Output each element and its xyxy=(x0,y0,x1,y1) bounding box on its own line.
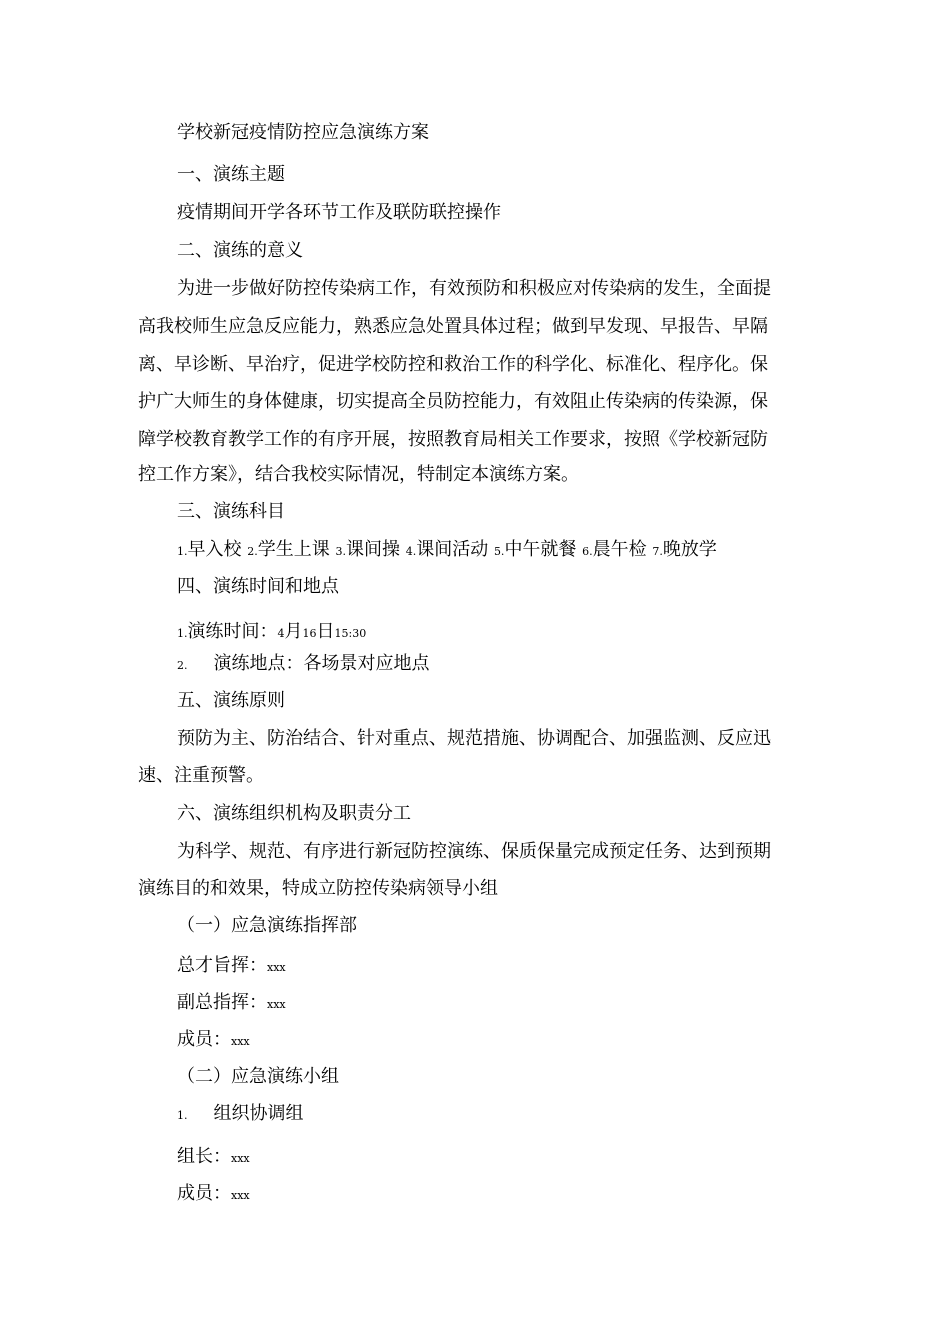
section-heading-significance: 二、演练的意义 xyxy=(177,240,303,261)
list-item-number: 3. xyxy=(335,545,346,558)
list-item: 课间操 xyxy=(345,539,400,560)
paragraph-line: 高我校师生应急反应能力，熟悉应急处置具体过程；做到早发现、早报告、早隔 xyxy=(138,316,768,337)
subsection-heading-groups: （二）应急演练小组 xyxy=(177,1066,339,1087)
section-heading-subjects: 三、演练科目 xyxy=(177,501,285,522)
list-item: 早入校 xyxy=(187,539,242,560)
list-item-number: 1. xyxy=(177,627,188,640)
role-row: 总才旨挥：xxx xyxy=(177,955,286,976)
paragraph-line: 演练目的和效果，特成立防控传染病领导小组 xyxy=(138,878,498,899)
paragraph-line: 护广大师生的身体健康，切实提高全员防控能力，有效阻止传染病的传染源，保 xyxy=(138,391,768,412)
subjects-list xyxy=(177,540,717,562)
subsection-heading-command: （一）应急演练指挥部 xyxy=(177,915,357,936)
list-item-number: 6. xyxy=(582,545,593,558)
list-item: 中午就餐 xyxy=(504,539,577,560)
list-item-number: 7. xyxy=(652,545,663,558)
section-heading-principles: 五、演练原则 xyxy=(177,690,285,711)
list-item: 课间活动 xyxy=(416,539,489,560)
section-heading-organization: 六、演练组织机构及职责分工 xyxy=(177,803,411,824)
list-item-number: 4. xyxy=(405,545,417,558)
group-title: 1. 组织协调组 xyxy=(177,1103,304,1124)
list-item: 晚放学 xyxy=(662,539,717,560)
paragraph-line: 离、早诊断、早治疗，促进学校防控和救治工作的科学化、标准化、程序化。保 xyxy=(138,354,768,375)
section-heading-theme: 一、演练主题 xyxy=(177,164,285,185)
theme-text: 疫情期间开学各环节工作及联防联控操作 xyxy=(177,202,501,223)
paragraph-line: 速、注重预警。 xyxy=(138,765,264,786)
drill-time: 1.演练时间：4月16日15:30 xyxy=(177,621,367,642)
section-heading-time-place: 四、演练时间和地点 xyxy=(177,576,339,597)
role-row: 副总指挥：xxx xyxy=(177,992,286,1013)
role-row: 组长：xxx xyxy=(177,1146,250,1167)
role-row: 成员：xxx xyxy=(177,1183,250,1204)
role-row: 成员：xxx xyxy=(177,1029,250,1050)
list-item: 学生上课 xyxy=(257,539,330,560)
list-item-number: 1. xyxy=(177,1109,188,1122)
paragraph-line: 障学校教育教学工作的有序开展，按照教育局相关工作要求，按照《学校新冠防 xyxy=(138,429,768,450)
document-title: 学校新冠疫情防控应急演练方案 xyxy=(177,122,429,143)
paragraph-line: 为科学、规范、有序进行新冠防控演练、保质保量完成预定任务、达到预期 xyxy=(177,841,771,862)
list-item-number: 2. xyxy=(177,659,188,672)
list-item-number: 2. xyxy=(247,545,258,558)
paragraph-line: 控工作方案》，结合我校实际情况，特制定本演练方案。 xyxy=(138,464,579,485)
paragraph-line: 为进一步做好防控传染病工作，有效预防和积极应对传染病的发生，全面提 xyxy=(177,278,771,299)
list-item-number: 1. xyxy=(177,545,188,558)
list-item-number: 5. xyxy=(493,545,505,558)
list-item: 晨午检 xyxy=(592,539,647,560)
paragraph-line: 预防为主、防治结合、针对重点、规范措施、协调配合、加强监测、反应迅 xyxy=(177,728,771,749)
drill-place: 2. 演练地点：各场景对应地点 xyxy=(177,653,430,674)
